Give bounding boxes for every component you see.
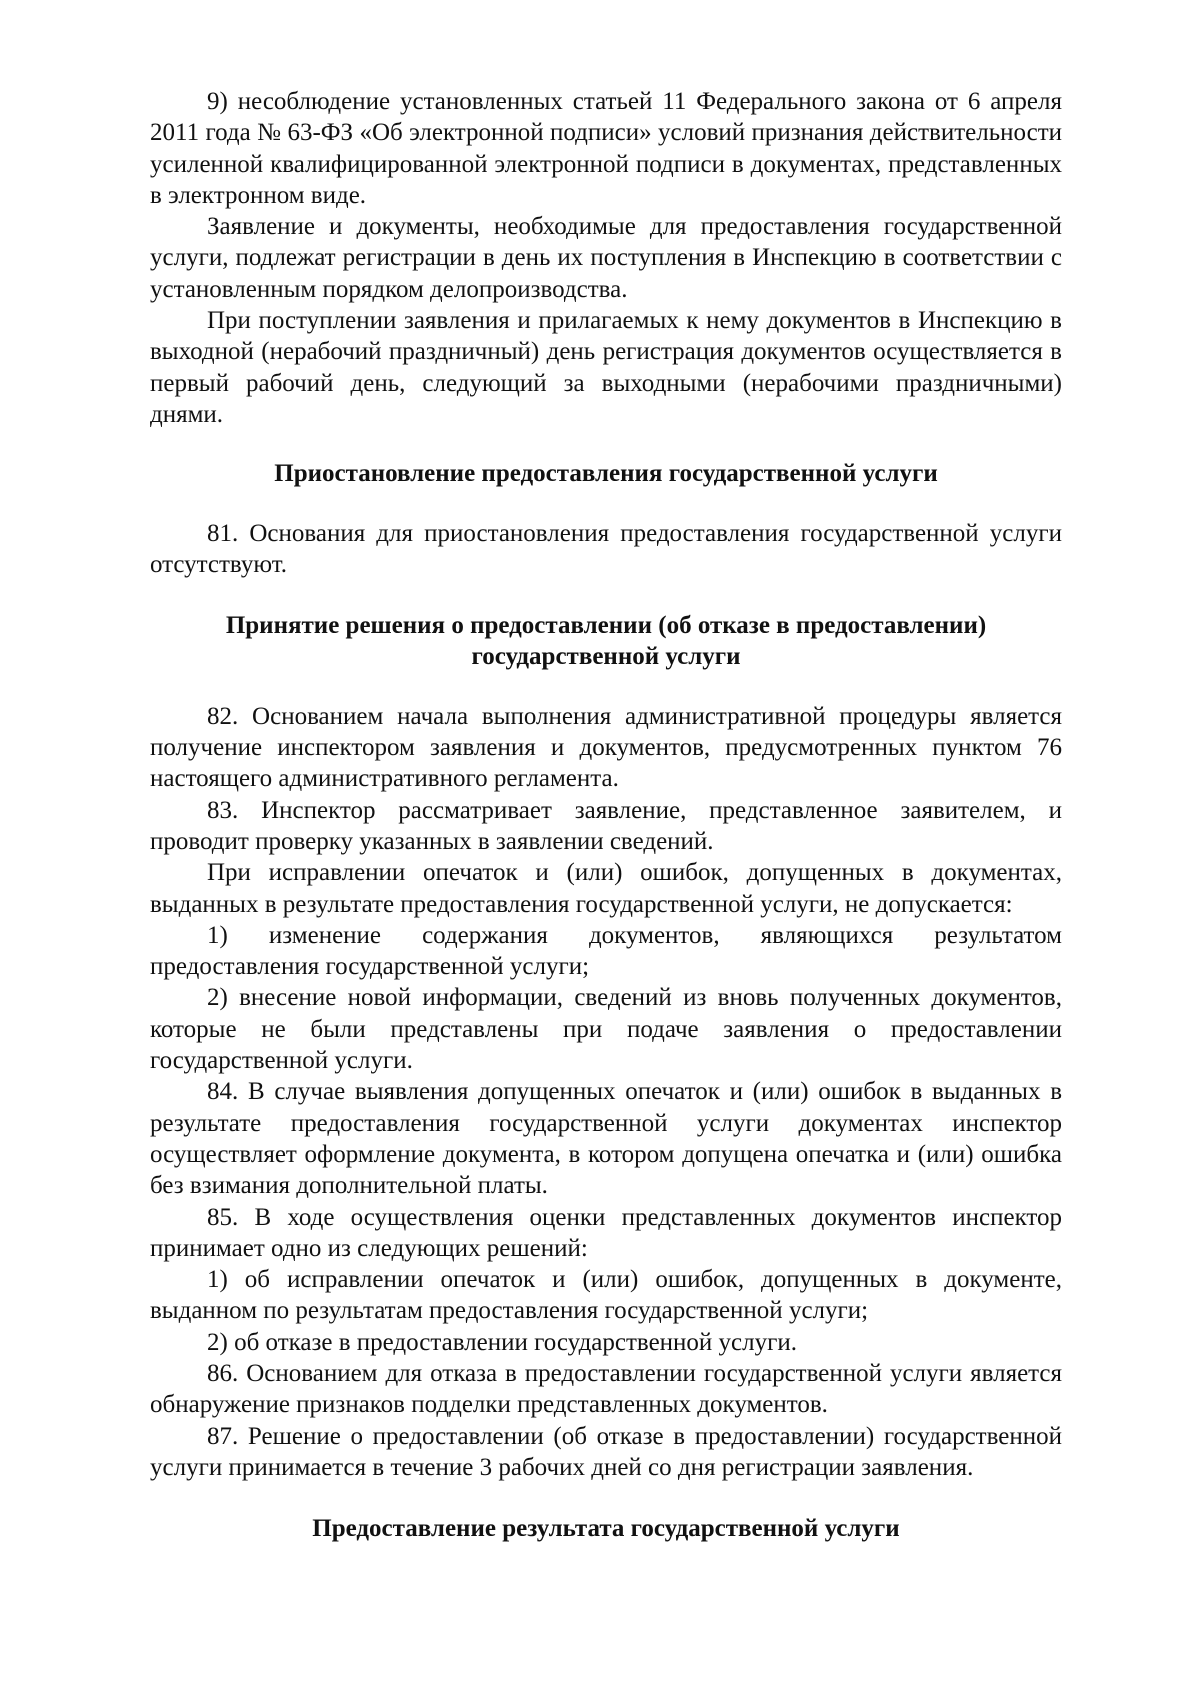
paragraph-weekend-registration: При поступлении заявления и прилагаемых к нему документов в Инспекцию в выходной (нерабочий праздничный) день регистрация документов осуществляется в первый рабочий день, следующий за выходными (нерабочими праздничными) днями.: [150, 307, 1062, 428]
paragraph-86: 86. Основанием для отказа в предоставлении государственной услуги является обнаружение признаков подделки представленных документов.: [150, 1359, 1062, 1419]
paragraph-85-sub-2: 2) об отказе в предоставлении государственной услуги.: [207, 1328, 798, 1356]
paragraph-83-sub-2: 2) внесение новой информации, сведений из вновь полученных документов, которые не были представлены при подаче заявления о предоставлении государственной услуги.: [150, 984, 1062, 1075]
section-heading-suspension: Приостановление предоставления государственной услуги: [274, 460, 938, 488]
section-heading-decision-line2: государственной услуги: [471, 643, 741, 671]
paragraph-82: 82. Основанием начала выполнения административной процедуры является получение инспектором заявления и документов, предусмотренных пунктом 76 настоящего административного регламента.: [150, 702, 1062, 793]
paragraph-81: 81. Основания для приостановления предоставления государственной услуги отсутствуют.: [150, 519, 1062, 578]
paragraph-83-sub-1: 1) изменение содержания документов, являющихся результатом предоставления государственной услуги;: [150, 921, 1062, 981]
document-page: [150, 86, 1062, 1544]
paragraph-83-corrections: При исправлении опечаток и (или) ошибок, допущенных в документах, выданных в результате предоставления государственной услуги, не допускается:: [150, 859, 1062, 918]
paragraph-87: 87. Решение о предоставлении (об отказе в предоставлении) государственной услуги принимается в течение 3 рабочих дней со дня регистрации заявления.: [150, 1422, 1062, 1481]
paragraph-85: 85. В ходе осуществления оценки представленных документов инспектор принимает одно из следующих решений:: [150, 1203, 1062, 1262]
paragraph-item-9: 9) несоблюдение установленных статьей 11 Федерального закона от 6 апреля 2011 года № 63-ФЗ «Об электронной подписи» условий признания действительности усиленной квалифицированной электронной подписи в документах, представленных в электронном виде.: [150, 88, 1062, 209]
section-heading-decision-line1: Принятие решения о предоставлении (об отказе в предоставлении): [225, 612, 987, 640]
paragraph-83: 83. Инспектор рассматривает заявление, представленное заявителем, и проводит проверку указанных в заявлении сведений.: [150, 796, 1062, 855]
paragraph-registration: Заявление и документы, необходимые для предоставления государственной услуги, подлежат регистрации в день их поступления в Инспекцию в соответствии с установленным порядком делопроизводства.: [150, 213, 1062, 303]
section-heading-decision: [150, 610, 1062, 673]
paragraph-84: 84. В случае выявления допущенных опечаток и (или) ошибок в выданных в результате предоставления государственной услуги документах инспектор осуществляет оформление документа, в котором допущена опечатка и (или) ошибка без взимания дополнительной платы.: [150, 1078, 1062, 1200]
paragraph-85-sub-1: 1) об исправлении опечаток и (или) ошибок, допущенных в документе, выданном по результатам предоставления государственной услуги;: [150, 1266, 1062, 1325]
section-heading-result: Предоставление результата государственной услуги: [312, 1515, 900, 1543]
